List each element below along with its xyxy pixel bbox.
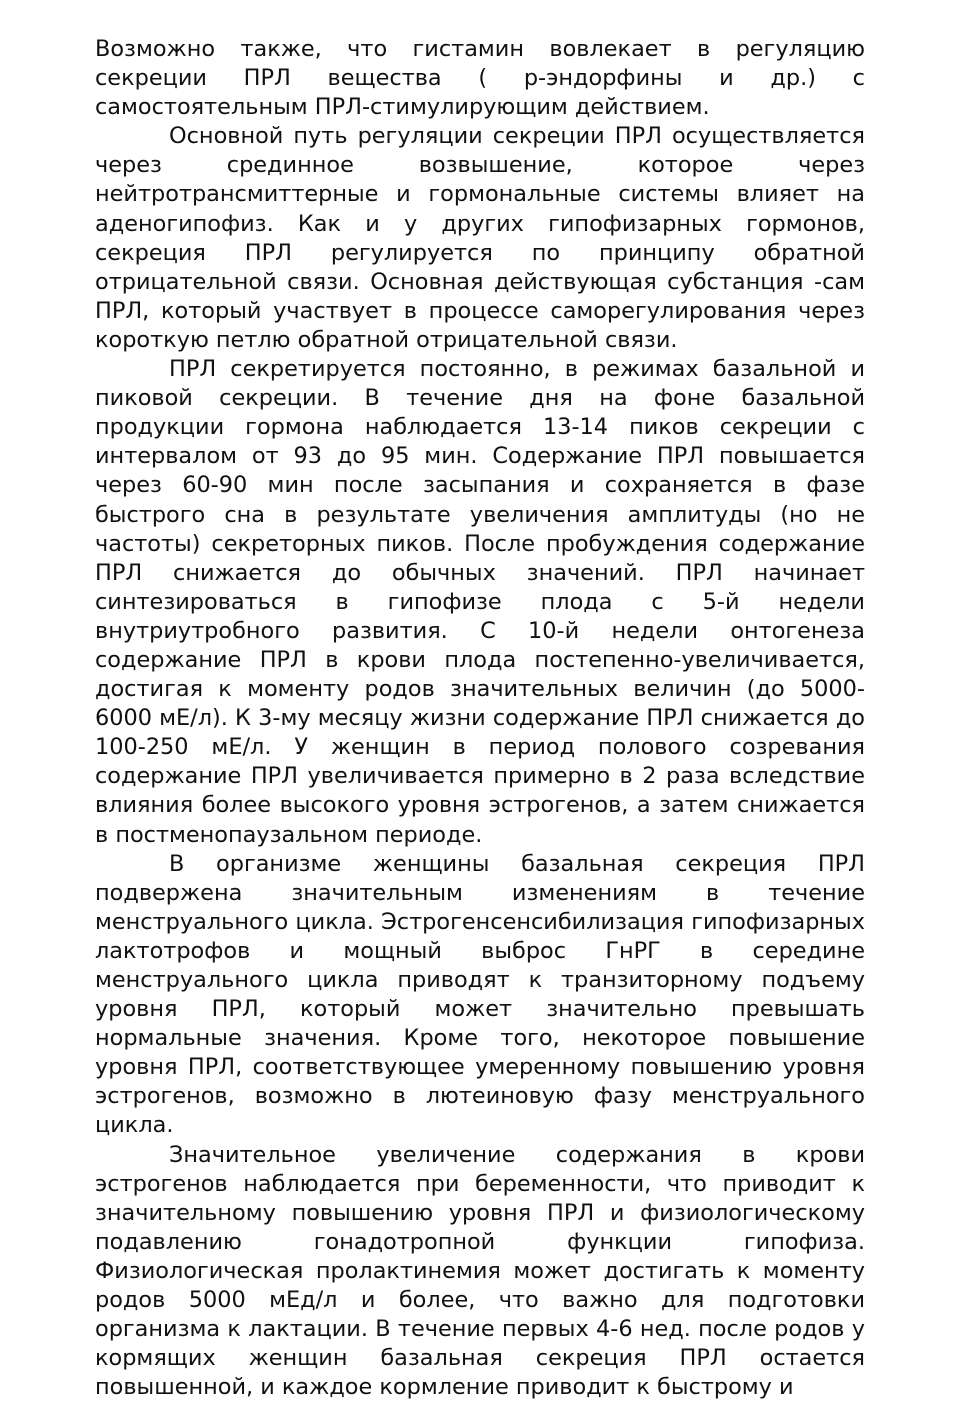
paragraph-5: Значительное увеличение содержания в крови эстрогенов наблюдается при беременности, что приводит к значительному повышению уровня ПРЛ и физиологическому подавлению гонадотропной функции гипофиза. Физиологическая пролактинемия может достигать к моменту родов 5000 мЕд/л и более, что важно для подготовки организма к лактации. В течение первых 4-6 нед. после родов у кормящих женщин базальная секреция ПРЛ остается повышенной, и каждое кормление приводит к быстрому и <box>95 1141 865 1401</box>
body-text <box>95 35 865 1402</box>
paragraph-3: ПРЛ секретируется постоянно, в режимах базальной и пиковой секреции. В течение дня на фоне базальной продукции гормона наблюдается 13-14 пиков секреции с интервалом от 93 до 95 мин. Содержание ПРЛ повышается через 60-90 мин после засыпания и сохраняется в фазе быстрого сна в результате увеличения амплитуды (но не частоты) секреторных пиков. После пробуждения содержание ПРЛ снижается до обычных значений. ПРЛ начинает синтезироваться в гипофизе плода с 5-й недели внутриутробного развития. С 10-й недели онтогенеза содержание ПРЛ в крови плода постепенно-увеличивается, достигая к моменту родов значительных величин (до 5000-6000 мЕ/л). К 3-му месяцу жизни содержание ПРЛ снижается до 100-250 мЕ/л. У женщин в период полового созревания содержание ПРЛ увеличивается примерно в 2 раза вследствие влияния более высокого уровня эстрогенов, а затем снижается в постменопаузальном периоде. <box>95 356 865 848</box>
paragraph-1: Возможно также, что гистамин вовлекает в регуляцию секреции ПРЛ вещества ( р-эндорфины и др.) с самостоятельным ПРЛ-стимулирующим действием. <box>95 36 865 121</box>
paragraph-2: Основной путь регуляции секреции ПРЛ осуществляется через срединное возвышение, которое через нейтротрансмиттерные и гормональные системы влияет на аденогипофиз. Как и у других гипофизарных гормонов, секреция ПРЛ регулируется по принципу обратной отрицательной связи. Основная действующая субстанция -сам ПРЛ, который участвует в процессе саморегулирования через короткую петлю обратной отрицательной связи. <box>95 123 865 353</box>
paragraph-4: В организме женщины базальная секреция ПРЛ подвержена значительным изменениям в течение менструального цикла. Эстрогенсенсибилизация гипофизарных лактотрофов и мощный выброс ГнРГ в середине менструального цикла приводят к транзиторному подъему уровня ПРЛ, который может значительно превышать нормальные значения. Кроме того, некоторое повышение уровня ПРЛ, соответствующее умеренному повышению уровня эстрогенов, возможно в лютеиновую фазу менструального цикла. <box>95 850 865 1139</box>
